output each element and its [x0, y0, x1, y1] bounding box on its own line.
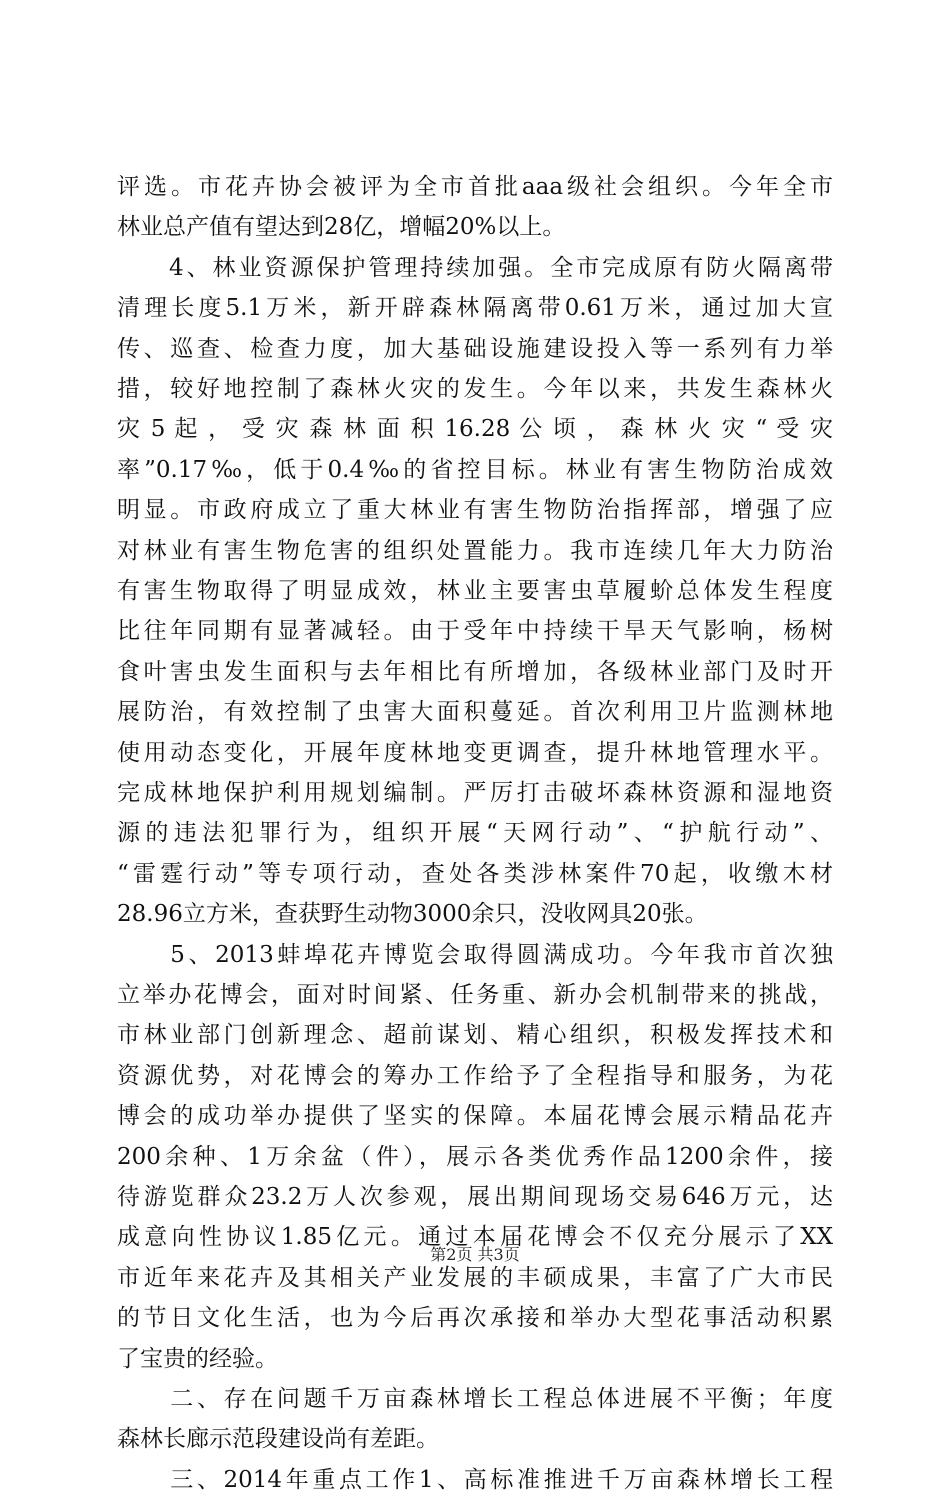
- text-line: 林业总产值有望达到28亿，增幅20%以上。: [117, 214, 566, 241]
- text-line: 措，较好地控制了森林火灾的发生。今年以来，共发生森林火: [117, 376, 833, 402]
- text-line: 率”0.17‰，低于0.4‰的省控目标。林业有害生物防治成效: [117, 456, 833, 483]
- text-line: 明显。市政府成立了重大林业有害生物防治指挥部，增强了应: [117, 497, 833, 524]
- text-line: 传、巡查、检查力度，加大基础设施建设投入等一系列有力举: [117, 335, 833, 362]
- text-line: 二、存在问题千万亩森林增长工程总体进展不平衡；年度: [117, 1386, 833, 1412]
- text-line: 的节日文化生活，也为今后再次承接和举办大型花事活动积累: [117, 1305, 833, 1332]
- text-line: 完成林地保护利用规划编制。严厉打击破坏森林资源和湿地资: [117, 780, 833, 806]
- text-line: 了宝贵的经验。: [117, 1345, 278, 1372]
- text-line: 200余种、1万余盆（件），展示各类优秀作品1200余件，接: [117, 1143, 833, 1170]
- text-line: 市近年来花卉及其相关产业发展的丰硕成果，丰富了广大市民: [117, 1264, 833, 1291]
- text-line: 5、2013蚌埠花卉博览会取得圆满成功。今年我市首次独: [117, 941, 833, 968]
- page-footer: 第2页 共3页: [430, 1245, 520, 1264]
- text-line: 市林业部门创新理念、超前谋划、精心组织，积极发挥技术和: [117, 1022, 833, 1049]
- text-line: 对林业有害生物危害的组织处置能力。我市连续几年大力防治: [117, 537, 833, 564]
- text-line: 待游览群众23.2万人次参观，展出期间现场交易646万元，达: [117, 1184, 833, 1210]
- text-line: “雷霆行动”等专项行动，查处各类涉林案件70起，收缴木材: [117, 860, 833, 887]
- text-line: 三、2014年重点工作1、高标准推进千万亩森林增长工程: [117, 1466, 833, 1493]
- text-line: 食叶害虫发生面积与去年相比有所增加，各级林业部门及时开: [117, 658, 833, 685]
- text-line: 立举办花博会，面对时间紧、任务重、新办会机制带来的挑战，: [117, 982, 833, 1008]
- text-line: 灾 5 起 ， 受 灾 森 林 面 积 16.28 公 顷 ， 森 林 火 灾 “ 受 灾: [117, 416, 833, 443]
- text-line: 28.96立方米，查获野生动物3000余只，没收网具20张。: [117, 901, 708, 928]
- text-line: 资源优势，对花博会的筹办工作给予了全程指导和服务，为花: [117, 1062, 833, 1089]
- text-line: 成意向性协议1.85亿元。通过本届花博会不仅充分展示了XX: [117, 1224, 833, 1251]
- text-line: 使用动态变化，开展年度林地变更调查，提升林地管理水平。: [117, 739, 833, 766]
- text-line: 展防治，有效控制了虫害大面积蔓延。首次利用卫片监测林地: [117, 699, 833, 726]
- text-line: 源的违法犯罪行为，组织开展“天网行动”、“护航行动”、: [117, 820, 833, 847]
- text-line: 4、林业资源保护管理持续加强。全市完成原有防火隔离带: [117, 254, 833, 281]
- text-line: 评选。市花卉协会被评为全市首批aaa级社会组织。今年全市: [117, 174, 833, 200]
- text-line: 博会的成功举办提供了坚实的保障。本届花博会展示精品花卉: [117, 1103, 833, 1130]
- text-line: 比往年同期有显著减轻。由于受年中持续干旱天气影响，杨树: [117, 618, 833, 645]
- text-line: 有害生物取得了明显成效，林业主要害虫草履蚧总体发生程度: [117, 578, 833, 604]
- text-line: 清理长度5.1万米，新开辟森林隔离带0.61万米，通过加大宣: [117, 295, 833, 322]
- text-line: 森林长廊示范段建设尚有差距。: [117, 1426, 439, 1453]
